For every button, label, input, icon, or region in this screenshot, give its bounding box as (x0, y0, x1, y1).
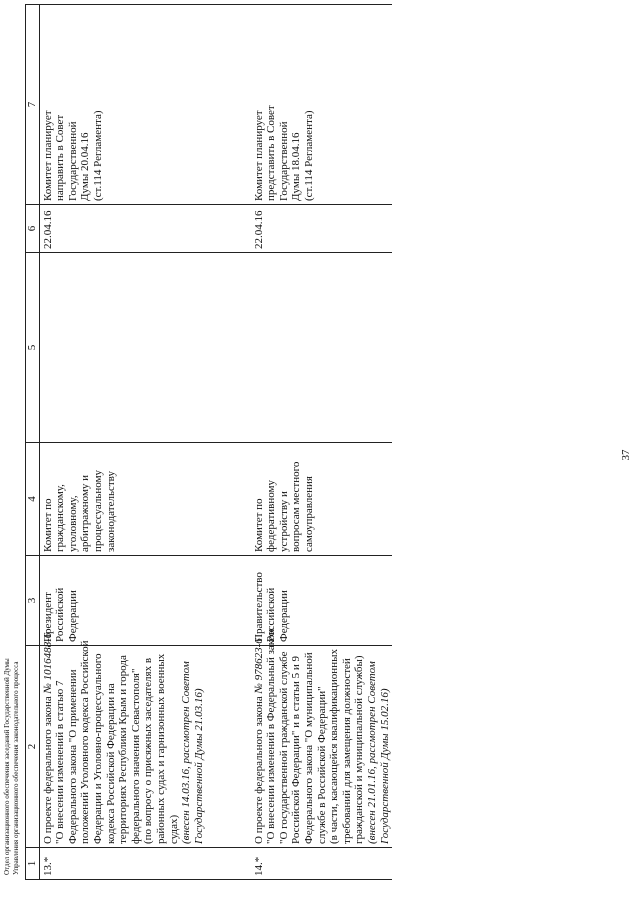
note (251, 5, 393, 205)
date: 22.04.16 (251, 205, 393, 253)
cell-line: Президент (41, 592, 54, 642)
cell-line: (ст.114 Регламента) (91, 110, 104, 201)
column-number-row (26, 5, 40, 880)
cell-line: Федерации (66, 590, 79, 642)
column-number: 7 (26, 5, 40, 205)
bill-line: Федерации и Уголовно-процессуального (91, 653, 104, 844)
cell-line: процессуальному (91, 469, 104, 552)
page-number: 37 (620, 449, 632, 461)
bill-number: № 1016488-6 (41, 632, 54, 694)
cell-line: Государственной (66, 121, 79, 201)
bill-line: Государственной Думы 21.03.16) (192, 688, 205, 844)
footer-department (3, 658, 20, 875)
initiator (39, 556, 251, 646)
bill-line: Федерального закона "О муниципальной (302, 652, 315, 844)
cell-line: Комитет планирует (252, 110, 265, 201)
bill-line: Государственной Думы 15.02.16) (378, 688, 391, 844)
column-number: 2 (26, 646, 40, 848)
empty-cell (39, 253, 251, 443)
column-number: 5 (26, 253, 40, 443)
column-number: 3 (26, 556, 40, 646)
cell-line: федеративному (265, 480, 278, 552)
cell-line: (ст.114 Регламента) (302, 110, 315, 201)
bill-line: О проекте федерального закона № 978623-6 (252, 638, 265, 844)
committee (251, 443, 393, 556)
cell-line: устройству и (277, 491, 290, 552)
bill-number: № 978623-6 (252, 638, 265, 694)
empty-cell (251, 253, 393, 443)
bill-line: судах) (167, 814, 180, 844)
cell-line: представить в Совет (265, 105, 278, 201)
agenda-table (25, 4, 392, 880)
cell-line: Комитет по (41, 498, 54, 552)
cell-line: Комитет по (252, 498, 265, 552)
column-number: 4 (26, 443, 40, 556)
table-row (39, 5, 251, 880)
bill-line: "О внесении изменений в Федеральный закон (265, 629, 278, 844)
footer-line: Отдел организационного обеспечения заседаний Государственной Думы (3, 658, 11, 875)
bill-line: службе в Российской Федерации" (315, 686, 328, 844)
bill-line: Федерального закона "О применении (66, 669, 79, 844)
cell-line: вопросам местного (290, 461, 303, 552)
item-number: 14.* (251, 848, 393, 880)
bill-line: Российской Федерации" и в статьи 5 и 9 (290, 656, 303, 844)
cell-line: Правительство (252, 572, 265, 642)
cell-line: Думы 20.04.16 (79, 132, 92, 201)
cell-line: Государственной (277, 121, 290, 201)
cell-line: Российской (265, 587, 278, 642)
bill-line: районных судах и гарнизонных военных (154, 653, 167, 844)
column-number: 6 (26, 205, 40, 253)
bill-line: федерального значения Севастополя" (129, 668, 142, 844)
cell-line: законодательству (104, 471, 117, 552)
footer-line: Управления организационного обеспечения законодательного процесса (11, 661, 20, 875)
cell-line: Комитет планирует (41, 110, 54, 201)
note (39, 5, 251, 205)
bill-line: территориях Республики Крым и города (117, 655, 130, 844)
cell-line: гражданскому, (54, 484, 67, 552)
date: 22.04.16 (39, 205, 251, 253)
bill-line: требований для замещения должностей (340, 658, 353, 844)
cell-line: направить в Совет (54, 114, 67, 201)
bill-line: кодекса Российской Федерации на (104, 683, 117, 844)
committee (39, 443, 251, 556)
item-number: 13.* (39, 848, 251, 880)
bill-line: положений Уголовного кодекса Российской (79, 640, 92, 844)
bill-line: гражданской и муниципальной службы) (353, 655, 366, 844)
cell-line: Думы 18.04.16 (290, 132, 303, 201)
table-row (251, 5, 393, 880)
cell-line: арбитражному и (79, 474, 92, 552)
bill-line: "О внесении изменений в статью 7 (54, 680, 67, 844)
cell-line: уголовному, (66, 495, 79, 552)
bill-line: (в части, касающейся квалификационных (328, 649, 341, 844)
bill-description (251, 629, 393, 848)
bill-line: (внесен 14.03.16, рассмотрен Советом (180, 661, 193, 844)
cell-line: Российской (54, 587, 67, 642)
bill-line: (по вопросу о присяжных заседателях в (142, 657, 155, 844)
bill-line: "О государственной гражданской службе (277, 651, 290, 844)
bill-line: О проекте федерального закона № 1016488-6 (41, 632, 54, 844)
bill-line: (внесен 21.01.16, рассмотрен Советом (365, 661, 378, 844)
bill-description (39, 632, 251, 848)
cell-line: самоуправления (302, 476, 315, 552)
cell-line: Федерации (277, 590, 290, 642)
initiator (251, 556, 393, 646)
column-number: 1 (26, 848, 40, 880)
